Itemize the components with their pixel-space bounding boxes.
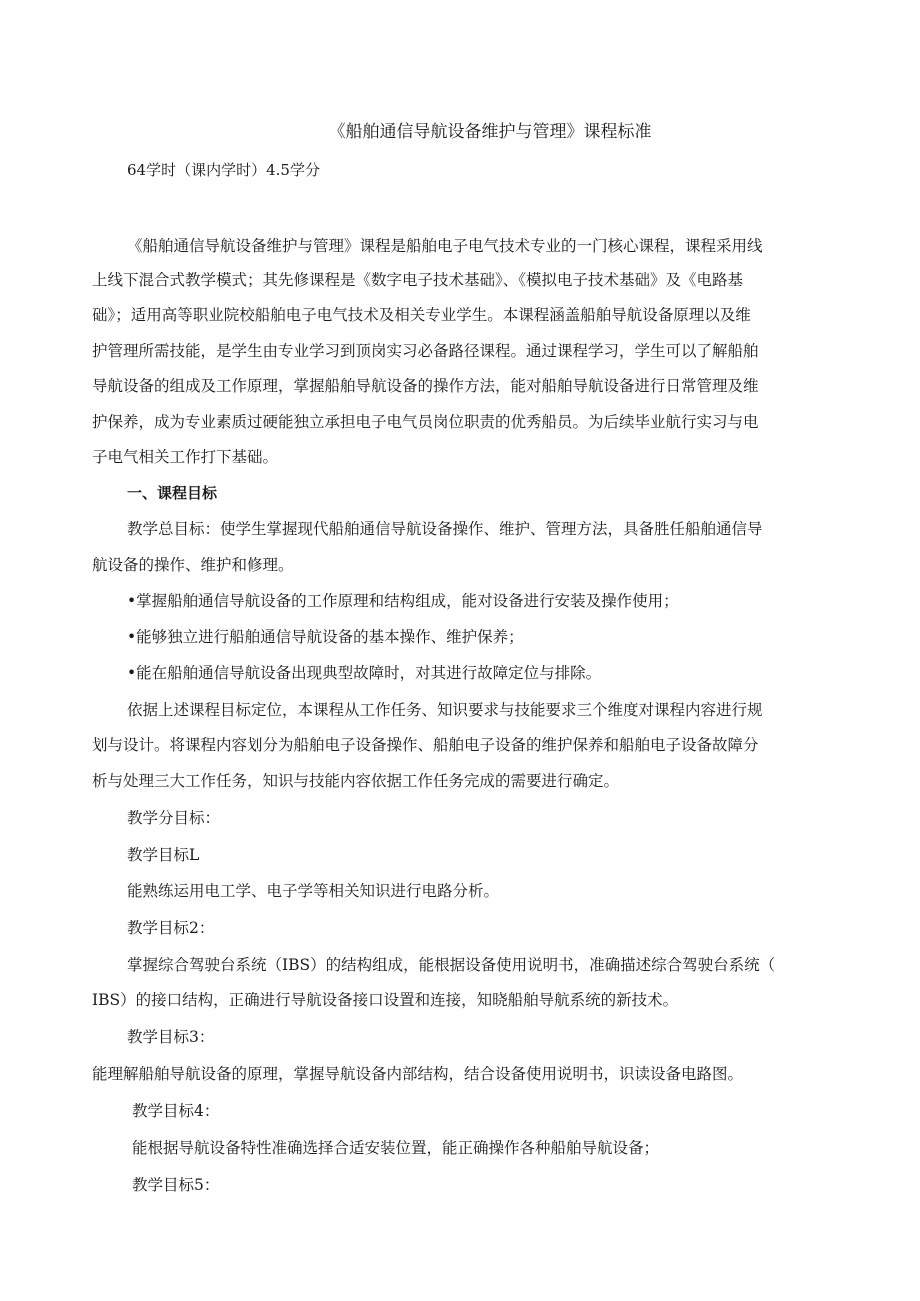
section-heading: 一、课程目标: [127, 484, 218, 502]
basis-line: 析与处理三大工作任务，知识与技能内容依据工作任务完成的需要进行确定。: [92, 772, 620, 790]
basis-line: 依据上述课程目标定位，本课程从工作任务、知识要求与技能要求三个维度对课程内容进行规: [127, 701, 763, 719]
sub-goals-heading: 教学分目标：: [127, 809, 221, 827]
intro-line: 子电气相关工作打下基础。: [92, 448, 279, 466]
goal-label: 教学目标5：: [132, 1176, 220, 1194]
document-title: 《船舶通信导航设备维护与管理》课程标准: [328, 122, 652, 142]
basis-line: 划与设计。将课程内容划分为船舶电子设备操作、船舶电子设备的维护保养和船舶电子设备故障分: [92, 736, 759, 754]
goal-label: 教学目标3：: [127, 1028, 215, 1046]
goal-bullet: •能在船舶通信导航设备出现典型故障时，对其进行故障定位与排除。: [127, 664, 602, 682]
goal-bullet: •能够独立进行船舶通信导航设备的基本操作、维护保养；: [127, 628, 524, 646]
credit-hours: 64学时（课内学时）4.5学分: [127, 161, 320, 179]
intro-line: 护保养，成为专业素质过硬能独立承担电子电气员岗位职责的优秀船员。为后续毕业航行实习与电: [92, 413, 759, 431]
goal-label: 教学目标2：: [127, 919, 215, 937]
overall-goal-line: 航设备的操作、维护和修理。: [92, 556, 294, 574]
intro-line: 《船舶通信导航设备维护与管理》课程是船舶电子电气技术专业的一门核心课程，课程采用线: [127, 237, 763, 255]
intro-line: 护管理所需技能，是学生由专业学习到顶岗实习必备路径课程。通过课程学习，学生可以了解船舶: [92, 342, 759, 360]
goal-text: 能理解船舶导航设备的原理，掌握导航设备内部结构，结合设备使用说明书，识读设备电路图。: [92, 1065, 744, 1083]
goal-text: IBS）的接口结构，正确进行导航设备接口设置和连接，知晓船舶导航系统的新技术。: [92, 991, 679, 1009]
overall-goal-line: 教学总目标：使学生掌握现代船舶通信导航设备操作、维护、管理方法，具备胜任船舶通信导: [127, 520, 763, 538]
goal-bullet: •掌握船舶通信导航设备的工作原理和结构组成，能对设备进行安装及操作使用；: [127, 592, 679, 610]
goal-label: 教学目标4：: [132, 1102, 220, 1120]
intro-line: 上线下混合式教学模式；其先修课程是《数字电子技术基础》、《模拟电子技术基础》及《电路基: [92, 271, 744, 289]
goal-text: 掌握综合驾驶台系统（IBS）的结构组成，能根据设备使用说明书，准确描述综合驾驶台系统（: [127, 956, 776, 974]
goal-label: 教学目标L: [127, 846, 200, 864]
intro-line: 导航设备的组成及工作原理，掌握船舶导航设备的操作方法，能对船舶导航设备进行日常管理及维: [92, 377, 759, 395]
goal-text: 能熟练运用电工学、电子学等相关知识进行电路分析。: [127, 882, 500, 900]
goal-text: 能根据导航设备特性准确选择合适安装位置，能正确操作各种船舶导航设备；: [132, 1139, 660, 1157]
intro-line: 础》；适用高等职业院校船舶电子电气技术及相关专业学生。本课程涵盖船舶导航设备原理以及维: [92, 306, 751, 324]
